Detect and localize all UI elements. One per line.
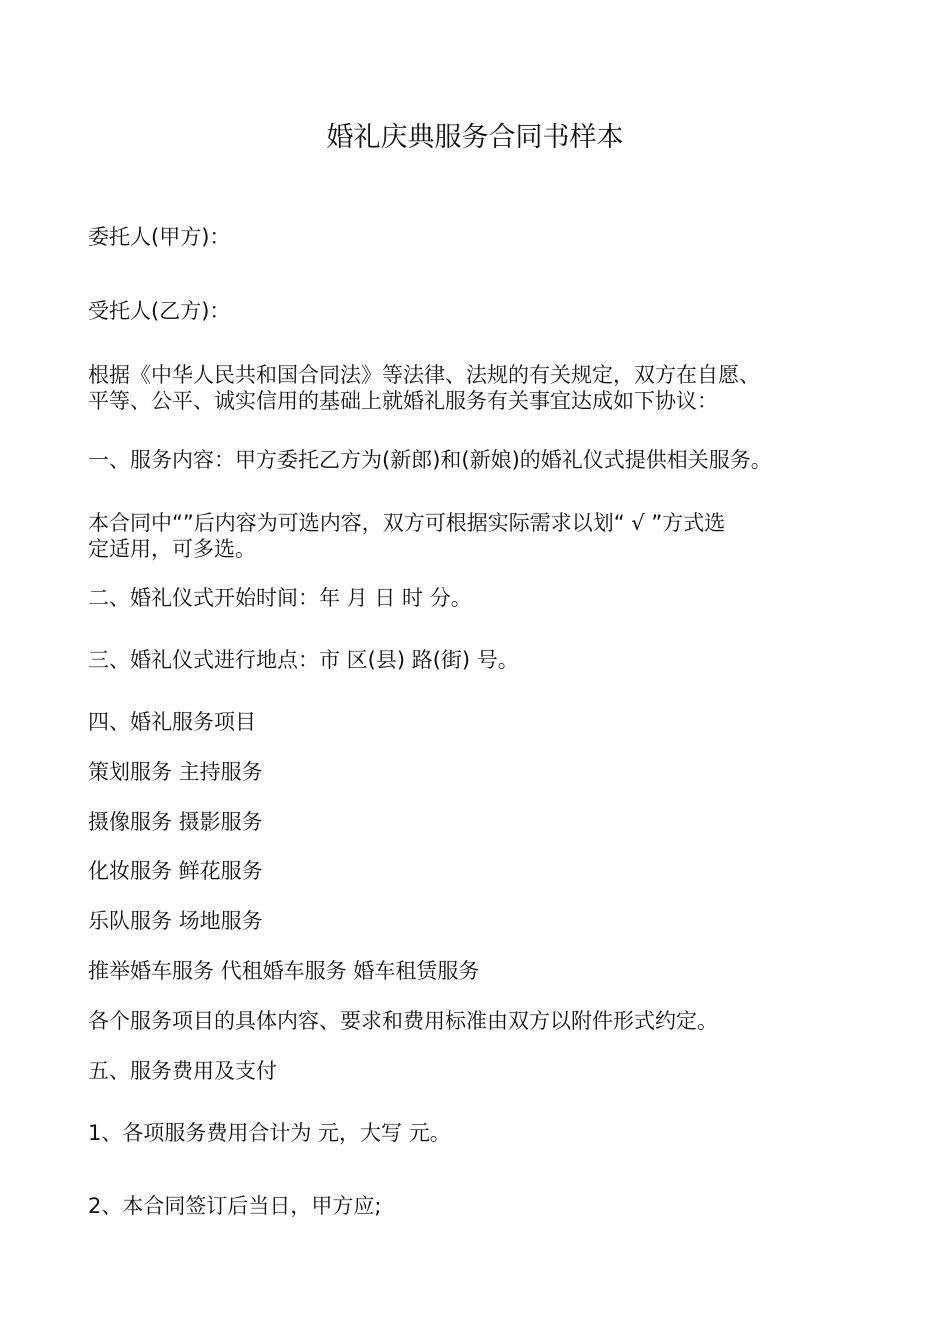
service-item-line: 化妆服务 鲜花服务 [88,859,263,883]
section-4-heading: 四、婚礼服务项目 [88,710,256,734]
service-item-line: 摄像服务 摄影服务 [88,810,263,834]
fee-item-1: 1、各项服务费用合计为 元，大写 元。 [88,1121,451,1145]
optional-note-line-1: 本合同中“”后内容为可选内容，双方可根据实际需求以划“ √ ”方式选 [88,511,726,535]
document-title: 婚礼庆典服务合同书样本 [326,122,624,153]
optional-note-line-2: 定适用，可多选。 [88,537,256,561]
section-5-heading: 五、服务费用及支付 [88,1059,277,1083]
party-a-line: 委托人(甲方)： [88,225,231,249]
section-1-service-content: 一、服务内容：甲方委托乙方为(新郎)和(新娘)的婚礼仪式提供相关服务。 [88,448,772,472]
preamble-line-2: 平等、公平、诚实信用的基础上就婚礼服务有关事宜达成如下协议： [88,389,718,413]
service-item-line: 策划服务 主持服务 [88,760,263,784]
section-2-start-time: 二、婚礼仪式开始时间：年 月 日 时 分。 [88,586,472,610]
service-item-line: 推举婚车服务 代租婚车服务 婚车租赁服务 [88,959,480,983]
service-item-line: 乐队服务 场地服务 [88,909,263,933]
section-3-location: 三、婚礼仪式进行地点：市 区(县) 路(街) 号。 [88,648,519,672]
preamble-paragraph [88,362,868,414]
fee-item-2: 2、本合同签订后当日，甲方应; [88,1194,382,1218]
party-b-line: 受托人(乙方)： [88,299,231,323]
preamble-line-1: 根据《中华人民共和国合同法》等法律、法规的有关规定，双方在自愿、 [88,363,760,387]
services-note: 各个服务项目的具体内容、要求和费用标准由双方以附件形式约定。 [88,1009,718,1033]
optional-note-paragraph [88,510,868,562]
